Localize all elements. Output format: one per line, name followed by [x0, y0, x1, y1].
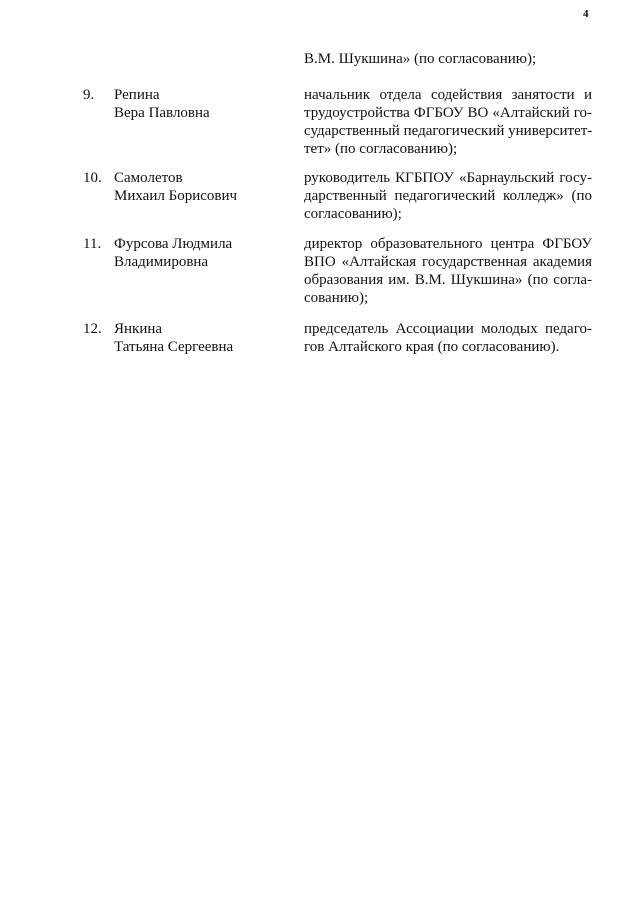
name-line: Вера Павловна — [114, 105, 210, 121]
item-number: 10. — [83, 170, 102, 186]
person-name — [114, 86, 284, 122]
position-description — [304, 169, 592, 223]
desc-line: сованию); — [304, 290, 369, 306]
desc-line: сударственный педагогический университет- — [304, 123, 593, 139]
name-line: Татьяна Сергеевна — [114, 339, 234, 355]
desc-line: согласованию); — [304, 206, 402, 222]
desc-line: образования им. В.М. Шукшина» (по согла- — [304, 272, 592, 288]
continuation-text: В.М. Шукшина» (по согласованию); — [304, 51, 537, 67]
item-number: 12. — [83, 321, 102, 337]
page-number: 4 — [583, 8, 589, 20]
name-line: Владимировна — [114, 254, 209, 270]
name-line: Самолетов — [114, 170, 183, 186]
name-line: Фурсова Людмила — [114, 236, 233, 252]
desc-line: тет» (по согласованию); — [304, 141, 458, 157]
position-description — [304, 86, 592, 158]
name-line: Янкина — [114, 321, 163, 337]
desc-line: дарственный педагогический колледж» (по — [304, 188, 592, 204]
desc-line: председатель Ассоциации молодых педаго- — [304, 321, 592, 337]
position-description — [304, 320, 592, 356]
name-line: Михаил Борисович — [114, 188, 238, 204]
desc-line: гов Алтайского края (по согласованию). — [304, 339, 560, 355]
person-name — [114, 235, 284, 271]
position-description — [304, 235, 592, 307]
person-name — [114, 320, 284, 356]
desc-line: директор образовательного центра ФГБОУ — [304, 236, 592, 252]
desc-line: руководитель КГБПОУ «Барнаульский госу- — [304, 170, 592, 186]
desc-line: ВПО «Алтайская государственная академия — [304, 254, 592, 270]
desc-line: начальник отдела содействия занятости и — [304, 87, 592, 103]
name-line: Репина — [114, 87, 160, 103]
item-number: 11. — [83, 236, 102, 252]
person-name — [114, 169, 284, 205]
item-number: 9. — [83, 87, 95, 103]
desc-line: трудоустройства ФГБОУ ВО «Алтайский го- — [304, 105, 592, 121]
